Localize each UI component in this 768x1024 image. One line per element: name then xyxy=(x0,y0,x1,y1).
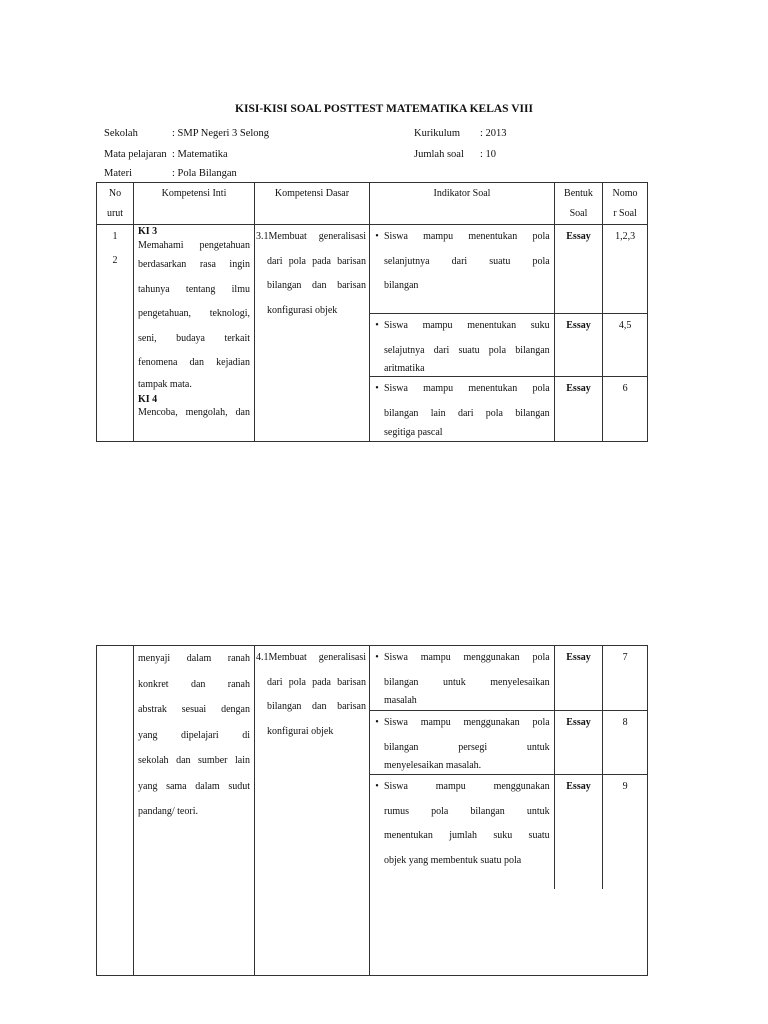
kisi-kisi-table-2 xyxy=(96,645,648,976)
nomor-soal: 1,2,3 xyxy=(615,231,636,242)
indicator-line: segitiga pascal xyxy=(384,427,443,438)
indicator-line: menentukan jumlah suku suatu xyxy=(384,830,550,841)
ki-line: konkret dan ranah xyxy=(138,678,250,690)
indicator-row xyxy=(370,314,647,377)
indicator-line: Siswa mampu menggunakan pola xyxy=(384,717,550,728)
indicator-line: masalah xyxy=(384,695,417,706)
bullet-icon: • xyxy=(375,717,379,728)
ki3-line: tahunya tentang ilmu xyxy=(138,283,250,295)
material-value: : Pola Bilangan xyxy=(172,168,237,179)
row-number: 1 xyxy=(112,231,118,242)
indicator-line: bilangan persegi untuk xyxy=(384,741,550,753)
ki-line: abstrak sesuai dengan xyxy=(138,704,250,715)
indicator-row xyxy=(370,646,647,711)
indicator-line: Siswa mampu menentukan pola xyxy=(384,383,550,394)
material-label: Materi xyxy=(104,168,132,179)
bentuk-soal: Essay xyxy=(555,225,604,313)
indicator-row xyxy=(370,377,647,441)
bentuk-soal: Essay xyxy=(555,711,604,774)
ki3-line: berdasarkan rasa ingin xyxy=(138,259,250,270)
indicator-line: bilangan xyxy=(384,280,419,291)
indicator-line: aritmatika xyxy=(384,363,425,374)
indicator-line: selanjutnya dari suatu pola xyxy=(384,255,550,267)
bullet-icon: • xyxy=(375,383,379,394)
kd-line: dari pola pada barisan xyxy=(267,255,366,267)
indicator-line: Siswa mampu menggunakan pola xyxy=(384,652,550,663)
ki-line: sekolah dan sumber lain xyxy=(138,755,250,766)
header-row xyxy=(97,183,648,225)
kd-line: konfigurai objek xyxy=(267,725,334,737)
bentuk-soal: Essay xyxy=(555,775,604,889)
ki-line: yang dipelajari di xyxy=(138,729,250,741)
indicator-line: Siswa mampu menentukan pola xyxy=(384,231,550,242)
ki3-line: tampak mata. xyxy=(138,378,192,390)
kisi-kisi-table-1 xyxy=(96,182,648,442)
school-value: : SMP Negeri 3 Selong xyxy=(172,128,270,139)
indicator-line: objek yang membentuk suatu pola xyxy=(384,854,522,866)
header-urut: urut xyxy=(106,208,124,219)
nomor-soal: 4,5 xyxy=(618,320,632,331)
bullet-icon: • xyxy=(375,781,379,792)
indicator-line: rumus pola bilangan untuk xyxy=(384,805,550,817)
header-nomor: Nomo xyxy=(612,188,638,199)
bullet-icon: • xyxy=(375,652,379,663)
indicator-row xyxy=(370,711,647,775)
kd-line: 4.1Membuat generalisasi xyxy=(256,652,366,663)
nomor-soal: 7 xyxy=(622,652,628,663)
header-nomor-soal: r Soal xyxy=(613,208,637,219)
bentuk-soal: Essay xyxy=(555,646,604,710)
header-kompetensi-inti: Kompetensi Inti xyxy=(161,188,227,199)
indicator-line: menyelesaikan masalah. xyxy=(384,760,482,771)
indicator-line: bilangan lain dari pola bilangan xyxy=(384,407,550,419)
ki3-line: fenomena dan kejadian xyxy=(138,357,250,368)
indicator-row xyxy=(370,225,647,314)
table-row xyxy=(97,225,648,442)
header-no: No xyxy=(108,188,122,199)
row-number: 2 xyxy=(112,255,118,266)
curriculum-value: : 2013 xyxy=(480,128,507,139)
ki3-line: pengetahuan, teknologi, xyxy=(138,308,250,319)
question-count-label: Jumlah soal xyxy=(414,149,464,160)
kd-line: 3.1Membuat generalisasi xyxy=(256,231,366,242)
bullet-icon: • xyxy=(375,320,379,331)
ki-line: menyaji dalam ranah xyxy=(138,653,250,664)
kd-line: konfigurasi objek xyxy=(267,304,338,316)
header-bentuk: Bentuk xyxy=(564,188,593,199)
kd-line: bilangan dan barisan xyxy=(267,701,366,712)
header-kompetensi-dasar: Kompetensi Dasar xyxy=(274,188,350,199)
indicator-line: selajutnya dari suatu pola bilangan xyxy=(384,344,550,356)
bullet-icon: • xyxy=(375,231,379,242)
nomor-soal: 8 xyxy=(622,717,628,728)
table-row xyxy=(97,646,648,976)
header-indikator-soal: Indikator Soal xyxy=(433,188,491,199)
ki3-title: KI 3 xyxy=(138,226,158,237)
ki3-line: Memahami pengetahuan xyxy=(138,240,250,251)
indicator-line: Siswa mampu menentukan suku xyxy=(384,320,550,331)
subject-label: Mata pelajaran xyxy=(104,149,167,160)
indicator-row xyxy=(370,775,647,889)
document-title: KISI-KISI SOAL POSTTEST MATEMATIKA KELAS VIII xyxy=(235,103,533,115)
question-count-value: : 10 xyxy=(480,149,497,160)
nomor-soal: 9 xyxy=(622,781,628,792)
kd-line: bilangan dan barisan xyxy=(267,280,366,291)
ki-line: yang sama dalam sudut xyxy=(138,780,250,792)
ki-line: pandang/ teori. xyxy=(138,806,198,817)
ki3-line: seni, budaya terkait xyxy=(138,332,250,344)
kd-line: dari pola pada barisan xyxy=(267,676,366,688)
subject-value: : Matematika xyxy=(172,149,228,160)
indicator-line: Siswa mampu menggunakan xyxy=(384,781,550,792)
ki4-title: KI 4 xyxy=(138,393,158,405)
indicator-line: bilangan untuk menyelesaikan xyxy=(384,676,550,688)
school-label: Sekolah xyxy=(104,128,138,139)
bentuk-soal: Essay xyxy=(555,314,604,376)
nomor-soal: 6 xyxy=(622,383,628,394)
header-soal: Soal xyxy=(569,208,588,219)
ki4-line: Mencoba, mengolah, dan xyxy=(138,406,250,418)
bentuk-soal: Essay xyxy=(555,377,604,441)
curriculum-label: Kurikulum xyxy=(414,128,461,139)
